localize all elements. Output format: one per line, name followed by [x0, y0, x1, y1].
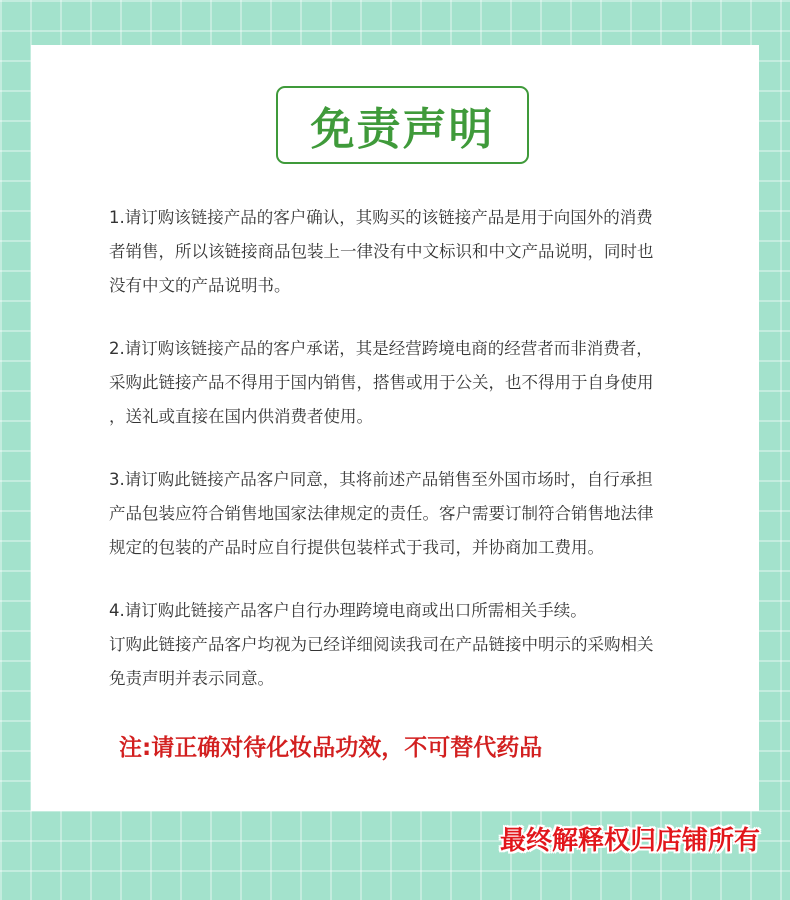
- paragraph-4: [109, 594, 729, 696]
- paragraph-2: [109, 332, 729, 434]
- title-box: [276, 86, 529, 164]
- paragraph-line: 4.请订购此链接产品客户自行办理跨境电商或出口所需相关手续。: [109, 601, 587, 620]
- paragraph-line: 者销售，所以该链接商品包装上一律没有中文标识和中文产品说明，同时也: [109, 242, 654, 261]
- paragraph-line: ，送礼或直接在国内供消费者使用。: [109, 407, 373, 426]
- paragraph-line: 订购此链接产品客户均视为已经详细阅读我司在产品链接中明示的采购相关: [109, 635, 654, 654]
- paragraph-line: 采购此链接产品不得用于国内销售，搭售或用于公关，也不得用于自身使用: [109, 373, 654, 392]
- paragraph-line: 免责声明并表示同意。: [109, 669, 274, 688]
- paragraph-line: 1.请订购该链接产品的客户确认，其购买的该链接产品是用于向国外的消费: [109, 208, 653, 227]
- footer-rights-notice: 最终解释权归店铺所有: [499, 826, 760, 856]
- page-title: 免责声明: [310, 104, 495, 155]
- disclaimer-card: [31, 45, 759, 811]
- paragraph-line: 3.请订购此链接产品客户同意，其将前述产品销售至外国市场时，自行承担: [109, 470, 653, 489]
- paragraph-line: 规定的包装的产品时应自行提供包装样式于我司，并协商加工费用。: [109, 538, 604, 557]
- paragraph-line: 没有中文的产品说明书。: [109, 276, 291, 295]
- paragraph-3: [109, 463, 729, 565]
- cosmetics-notice: 注:请正确对待化妆品功效，不可替代药品: [119, 735, 543, 761]
- paragraph-line: 2.请订购该链接产品的客户承诺，其是经营跨境电商的经营者而非消费者，: [109, 339, 653, 358]
- paragraph-line: 产品包装应符合销售地国家法律规定的责任。客户需要订制符合销售地法律: [109, 504, 654, 523]
- paragraph-1: [109, 201, 729, 303]
